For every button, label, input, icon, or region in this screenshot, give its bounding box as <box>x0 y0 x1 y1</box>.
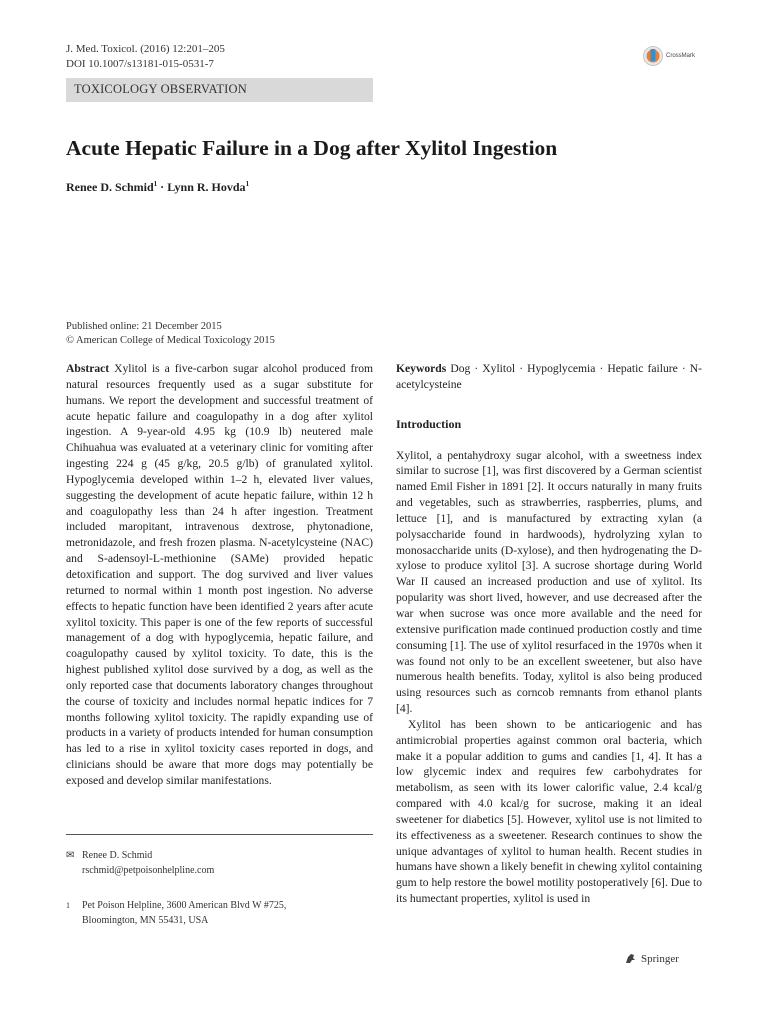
introduction-heading: Introduction <box>396 416 462 431</box>
keywords-text: Dog · Xylitol · Hypoglycemia · Hepatic failure · N-acetylcysteine <box>396 362 702 391</box>
affiliation-line: Bloomington, MN 55431, USA <box>82 915 209 926</box>
affiliation-block <box>66 898 286 928</box>
envelope-icon: ✉ <box>66 850 75 861</box>
author-separator: · <box>157 180 168 194</box>
correspondence-block <box>66 848 214 878</box>
author-affil-mark: 1 <box>153 180 158 188</box>
author-name[interactable]: Lynn R. Hovda <box>167 180 246 194</box>
author-name[interactable]: Renee D. Schmid <box>66 180 154 194</box>
springer-horse-icon <box>624 952 637 965</box>
correspondence-email[interactable]: rschmid@petpoisonhelpline.com <box>82 865 215 876</box>
keywords-label: Keywords <box>396 362 447 375</box>
abstract-section <box>66 361 373 789</box>
publisher-footer <box>624 952 679 965</box>
article-title: Acute Hepatic Failure in a Dog after Xylitol Ingestion <box>66 136 558 160</box>
published-date: Published online: 21 December 2015 <box>66 321 222 332</box>
copyright-line: © American College of Medical Toxicology 2015 <box>66 335 275 346</box>
author-list <box>66 180 249 195</box>
journal-header <box>66 42 225 72</box>
keywords-block <box>396 361 702 393</box>
affiliation-number: 1 <box>66 901 70 910</box>
intro-paragraph: Xylitol, a pentahydroxy sugar alcohol, with a sweetness index similar to sucrose [1], was first discovered by a German scientist named Emil Fisher in 1891 [2]. It occurs naturally in many fruits and vegetables, such as strawberries, raspberries, plums, and lettuce [1], and is manufactured by extracting xylan (a polysaccharide found in hardwoods), hydrolyzing xylan to monosaccharide units (D-xylose), and then hydrogenating the D-xylose to produce xylitol [3]. A sucrose shortage during World War II caused an increased production and use of xylitol. Its popularity was short lived, however, and use decreased after the war when sucrose was once more available and the need for extensive purification made continued production costly and time consuming [1]. The use of xylitol resurfaced in the 1970s when it was found not only to be an excellent sweetener, but also have numerous health benefits. Today, xylitol is also being produced using resources such as corncob remnants from ethanol plants [4]. <box>396 448 702 716</box>
affiliation-line: Pet Poison Helpline, 3600 American Blvd W #725, <box>82 900 287 911</box>
correspondence-name: Renee D. Schmid <box>82 850 153 861</box>
doi[interactable]: DOI 10.1007/s13181-015-0531-7 <box>66 58 214 70</box>
journal-citation: J. Med. Toxicol. (2016) 12:201–205 <box>66 43 225 55</box>
publisher-name: Springer <box>641 952 679 965</box>
intro-paragraph: Xylitol has been shown to be anticariogenic and has antimicrobial properties against common oral bacteria, which make it a popular addition to gums and candies [1, 4]. It has a low glycemic index and requires few carbohydrates for metabolism, as seen with its lower calorific value, 2.4 kcal/g compared with 4.0 kcal/g for sucrose, making it an ideal sweetener for diabetics [5]. However, xylitol use is not limited to its effectiveness as a sweetener. Research continues to show the unique advantages of xylitol to human health. Recent studies in humans have shown a likely benefit in chewing xylitol containing gum to help restore the bowel motility postoperatively [6]. Due to its humectant properties, xylitol is used in <box>396 717 702 906</box>
abstract-text: Xylitol is a five-carbon sugar alcohol produced from natural resources frequently used as a sugar substitute for humans. We report the development and successful treatment of acute hepatic failure and coagulopathy in a dog after xylitol ingestion. A 9-year-old 4.95 kg (10.9 lb) neutered male Chihuahua was evaluated at a veterinary clinic for vomiting after ingesting 224 g (45 g/kg, 20.5 g/lb) of granulated xylitol. Hypoglycemia developed within 1–2 h, elevated liver values, suggesting the development of acute hepatic failure, within 12 h and coagulopathy less than 24 h after ingestion. Treatment included maropitant, intravenous dextrose, phytonadione, metronidazole, and fresh frozen plasma. N-acetylcysteine (NAC) and S-adensoyl-L-methionine (SAMe) provided hepatic detoxification and support. The dog survived and liver values returned to normal within 1 month post ingestion. No adverse effects to hepatic function have been identified 2 years after acute xylitol toxicity. This paper is one of the few reports of successful management of a dog with hypoglycemia, hepatic failure, and coagulopathy caused by xylitol toxicity. To date, this is the highest published xylitol dose survived by a dog, as well as the only reported case that documents laboratory changes throughout the course of toxicity and includes normal hepatic indices for 7 months following xylitol toxicity. The rapidly expanding use of products in a variety of products intended for human consumption has led to a rise in xylitol toxicity cases reported in dogs, and clinicians should be aware that more dogs may potentially be exposed and develop similar manifestations. <box>66 362 374 787</box>
right-column <box>396 361 702 907</box>
crossmark-badge[interactable] <box>643 44 695 68</box>
crossmark-icon <box>643 44 663 68</box>
publication-info <box>66 320 275 348</box>
crossmark-label: CrossMark <box>666 53 696 59</box>
abstract-label: Abstract <box>66 362 110 375</box>
section-label-band <box>66 78 373 102</box>
section-label: TOXICOLOGY OBSERVATION <box>74 82 247 96</box>
author-affil-mark: 1 <box>245 180 250 188</box>
footnote-divider <box>66 834 373 835</box>
